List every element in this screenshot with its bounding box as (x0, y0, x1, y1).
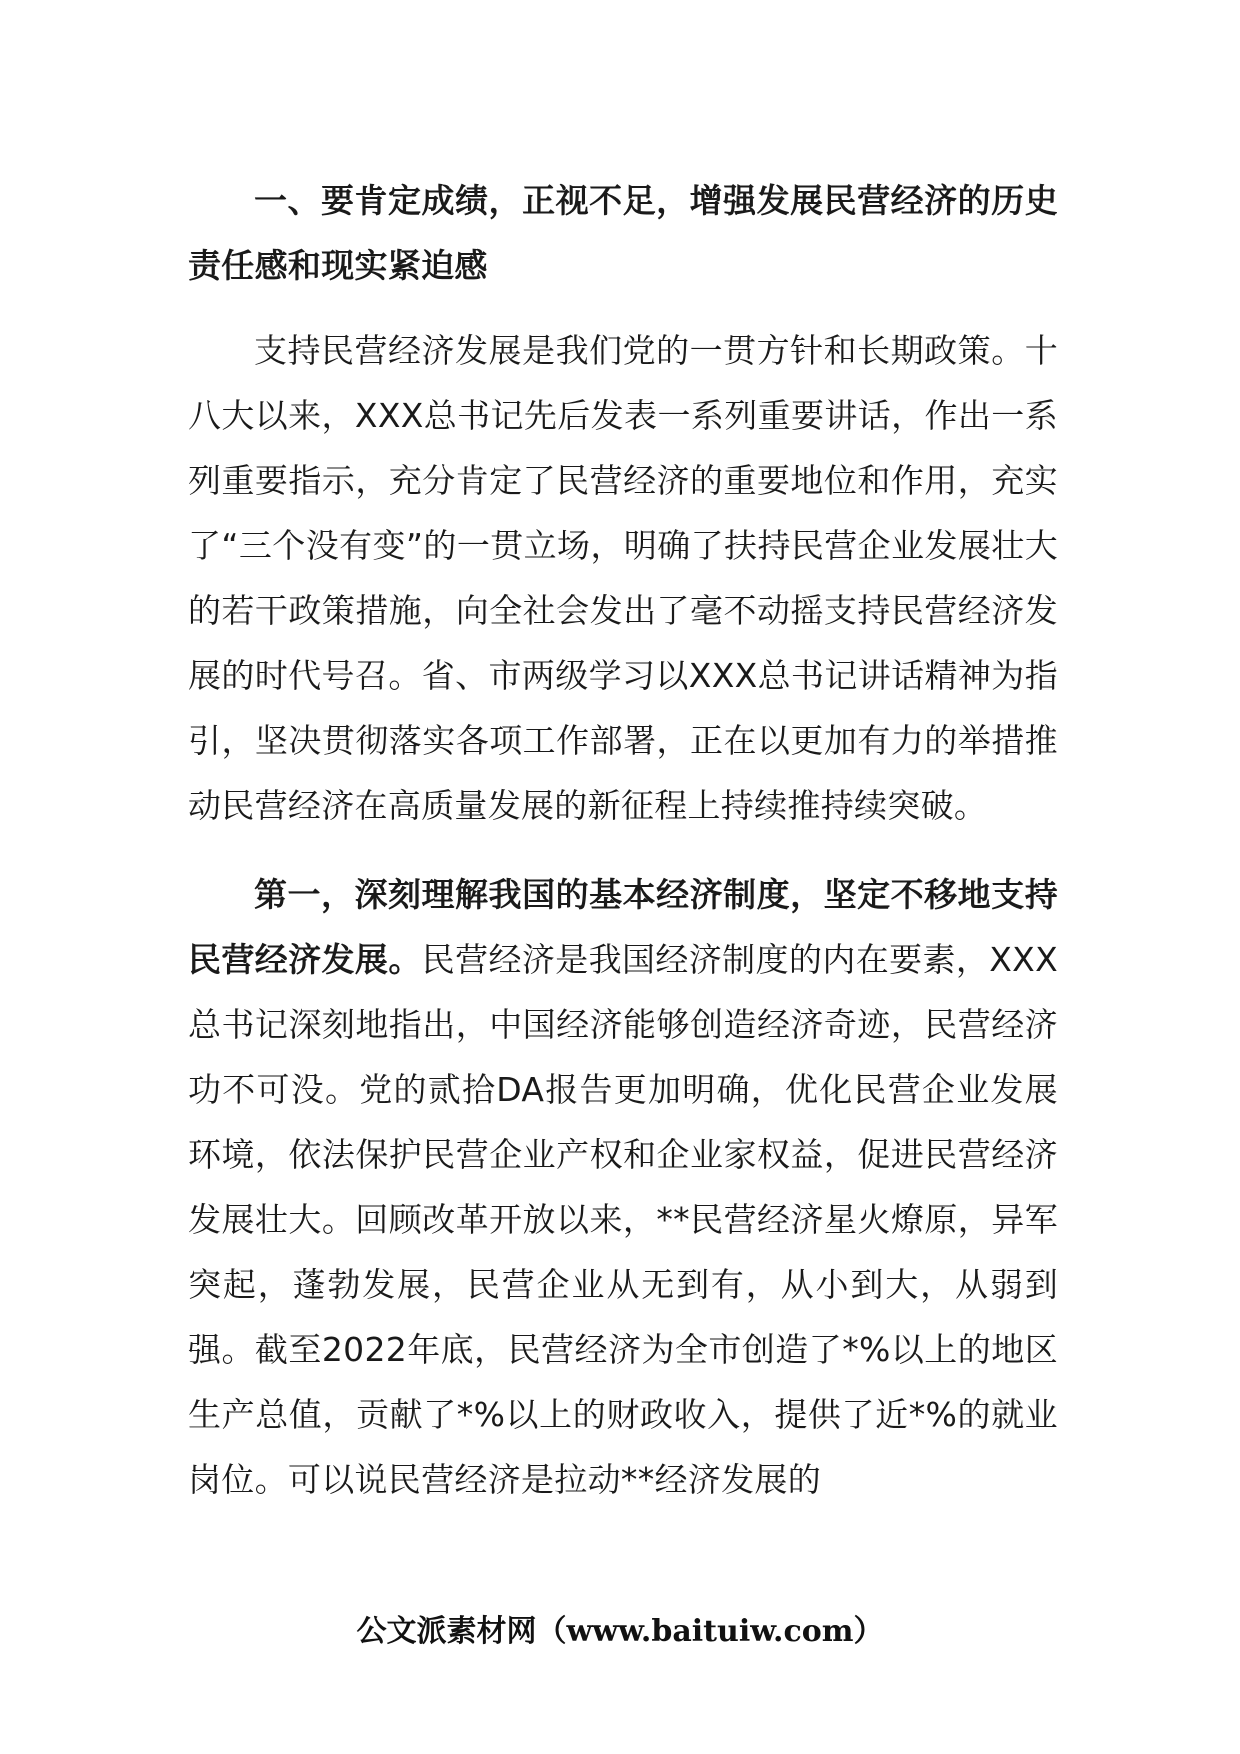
paragraph-lead-bold: 第一，深刻理解我国的基本经济制度，坚定不移地支持民营经济发展。 (188, 875, 1058, 979)
footer-watermark: 公文派素材网（www.baituiw.com） (356, 1614, 884, 1649)
paragraph-first-point (188, 862, 1058, 1512)
paragraph-first-point-body: 民营经济是我国经济制度的内在要素，XXX总书记深刻地指出，中国经济能够创造经济奇迹，民营经济功不可没。党的贰拾DA报告更加明确，优化民营企业发展环境，依法保护民营企业产权和企业家权益，促进民营经济发展壮大。回顾改革开放以来，**民营经济星火燎原，异军突起，蓬勃发展，民营企业从无到有，从小到大，从弱到强。截至2022年底，民营经济为全市创造了*%以上的地区生产总值，贡献了*%以上的财政收入，提供了近*%的就业岗位。可以说民营经济是拉动**经济发展的 (188, 940, 1058, 1499)
section-heading: 一、要肯定成绩，正视不足，增强发展民营经济的历史责任感和现实紧迫感 (188, 181, 1058, 285)
paragraph-support-policy: 支持民营经济发展是我们党的一贯方针和长期政策。十八大以来，XXX总书记先后发表一系列重要讲话，作出一系列重要指示，充分肯定了民营经济的重要地位和作用，充实了“三个没有变”的一贯立场，明确了扶持民营企业发展壮大的若干政策措施，向全社会发出了毫不动摇支持民营经济发展的时代号召。省、市两级学习以XXX总书记讲话精神为指引，坚决贯彻落实各项工作部署，正在以更加有力的举措推动民营经济在高质量发展的新征程上持续推持续突破。 (188, 331, 1058, 825)
document-body (188, 168, 1058, 1536)
